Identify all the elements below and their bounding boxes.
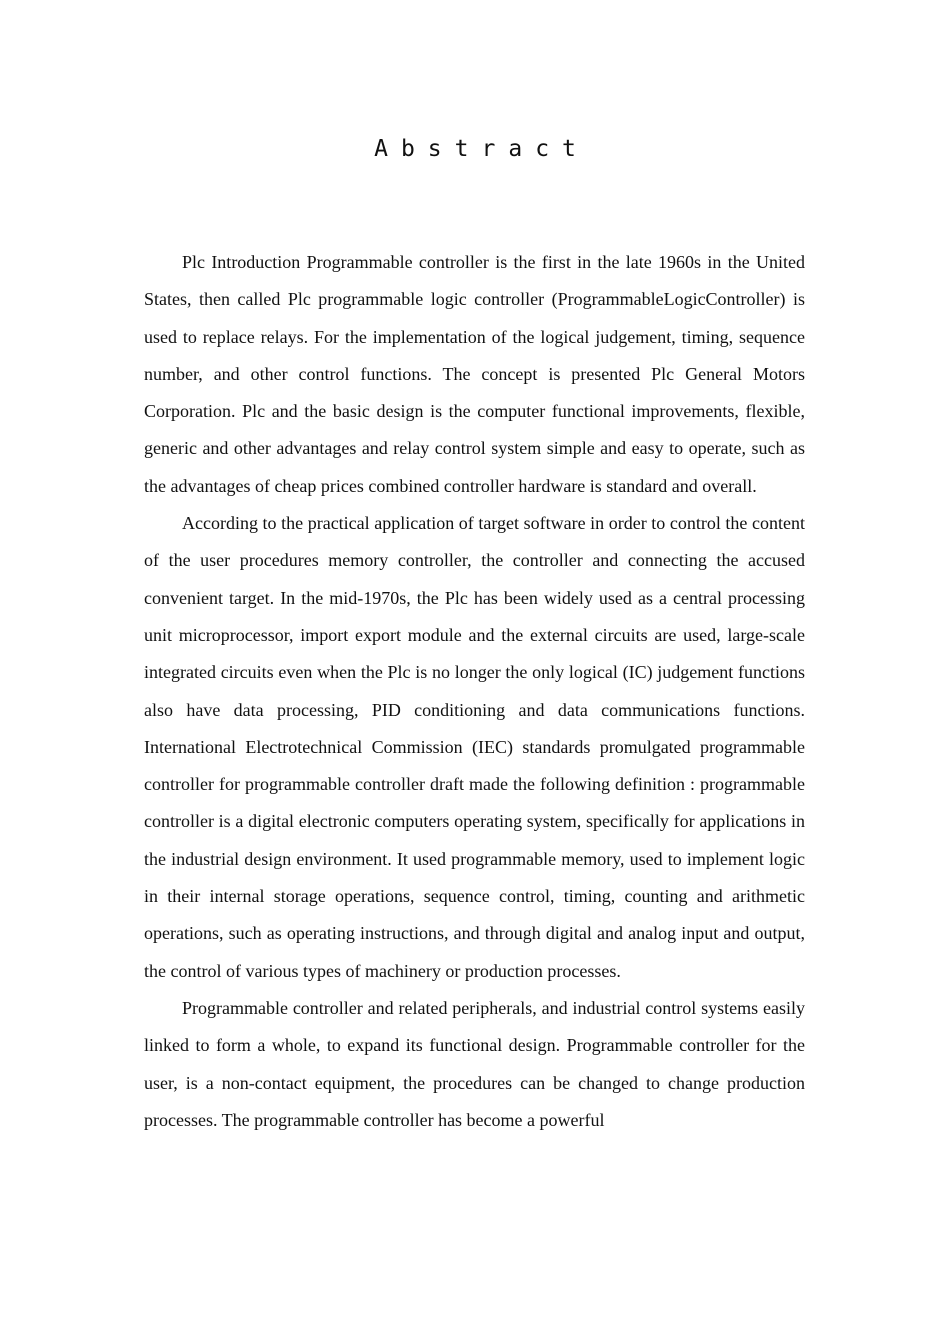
paragraph-1: Plc Introduction Programmable controller is the first in the late 1960s in the United States, then called Plc programmable logic controller (ProgrammableLogicController) is used to replace relays. For the implementation of the logical judgement, timing, sequence number, and other control functions. The concept is presented Plc General Motors Corporation. Plc and the basic design is the computer functional improvements, flexible, generic and other advantages and relay control system simple and easy to operate, such as the advantages of cheap prices combined controller hardware is standard and overall. [144, 252, 805, 496]
paragraph-3: Programmable controller and related peripherals, and industrial control systems easily linked to form a whole, to expand its functional design. Programmable controller for the user, is a non-contact equipment, the procedures can be changed to change production processes. The programmable controller has become a powerful [144, 997, 805, 1130]
paragraph-2: According to the practical application of target software in order to control the content of the user procedures memory controller, the controller and connecting the accused convenient target. In the mid-1970s, the Plc has been widely used as a central processing unit microprocessor, import export module and the external circuits are used, large-scale integrated circuits even when the Plc is no longer the only logical (IC) judgement functions also have data processing, PID conditioning and data communications functions. International Electrotechnical Commission (IEC) standards promulgated programmable controller for programmable controller draft made the following definition : programmable controller is a digital electronic computers operating system, specifically for applications in the industrial design environment. It used programmable memory, used to implement logic in their internal storage operations, sequence control, timing, counting and arithmetic operations, such as operating instructions, and through digital and analog input and output, the control of various types of machinery or production processes. [144, 513, 805, 981]
page-title: Abstract [374, 136, 589, 162]
abstract-body [144, 244, 805, 1139]
